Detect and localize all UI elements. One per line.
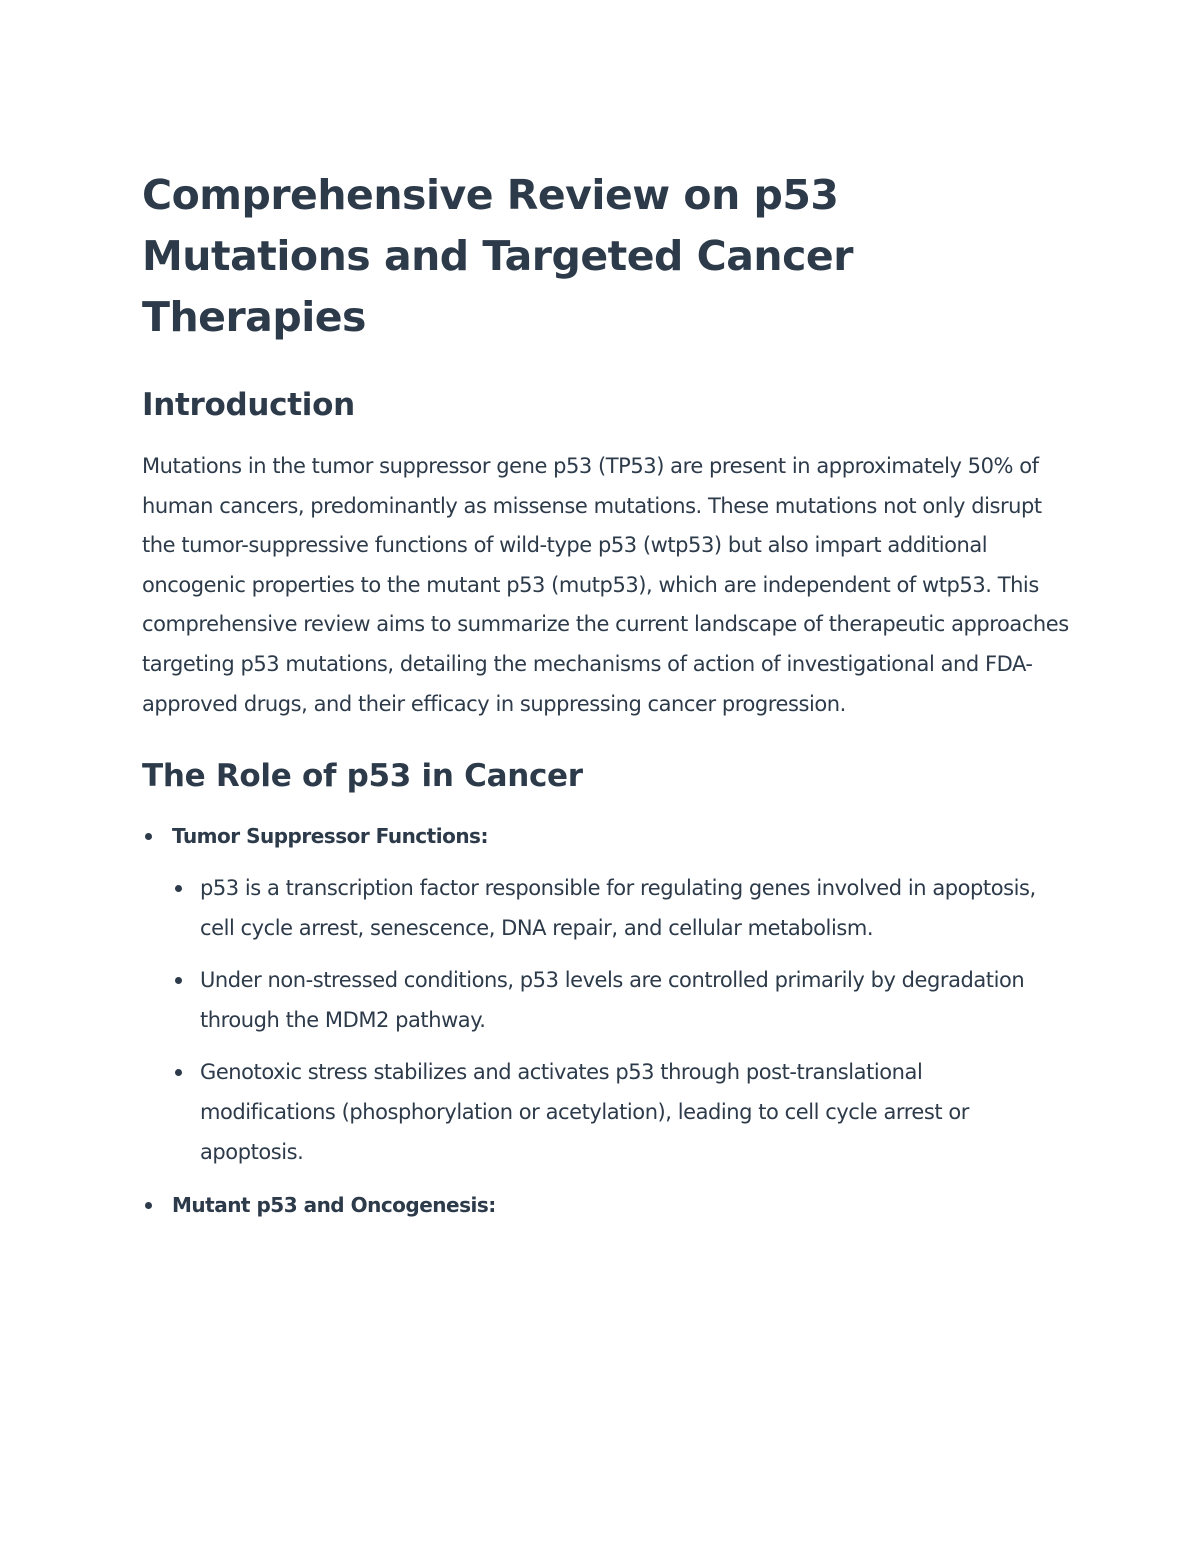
bullet-icon — [175, 977, 182, 984]
role-list — [142, 816, 1062, 1225]
role-of-p53-heading: The Role of p53 in Cancer — [142, 758, 583, 795]
sub-list-item — [172, 1052, 1060, 1172]
sub-list-item — [172, 868, 1060, 948]
bullet-icon — [145, 1202, 152, 1209]
sub-list-item-text: Under non-stressed conditions, p53 levels are controlled primarily by degradation through the MDM2 pathway. — [200, 968, 1025, 1033]
list-item-tumor-suppressor-functions — [142, 816, 1062, 1172]
sub-list-item-text: p53 is a transcription factor responsible for regulating genes involved in apoptosis, cell cycle arrest, senescence, DNA repair, and cellular metabolism. — [200, 876, 1036, 941]
bullet-icon — [175, 885, 182, 892]
document-page — [142, 165, 1069, 1238]
introduction-heading: Introduction — [142, 387, 355, 423]
sub-list — [172, 868, 1062, 1172]
bullet-icon — [145, 833, 152, 840]
list-item-label: Tumor Suppressor Functions: — [172, 824, 488, 849]
list-item-mutant-p53-oncogenesis — [142, 1185, 1062, 1225]
document-title: Comprehensive Review on p53 Mutations and Targeted Cancer Therapies — [142, 171, 853, 341]
sub-list-item-text: Genotoxic stress stabilizes and activates p53 through post-translational modifications (phosphorylation or acetylation), leading to cell cycle arrest or apoptosis. — [200, 1060, 969, 1165]
sub-list-item — [172, 960, 1060, 1040]
bullet-icon — [175, 1069, 182, 1076]
list-item-label: Mutant p53 and Oncogenesis: — [172, 1193, 496, 1218]
introduction-paragraph: Mutations in the tumor suppressor gene p53 (TP53) are present in approximately 50% of human cancers, predominantly as missense mutations. These mutations not only disrupt the tumor-suppressive functions of wild-type p53 (wtp53) but also impart additional oncogenic properties to the mutant p53 (mutp53), which are independent of wtp53. This comprehensive review aims to summarize the current landscape of therapeutic approaches targeting p53 mutations, detailing the mechanisms of action of investigational and FDA-approved drugs, and their efficacy in suppressing cancer progression. — [142, 454, 1069, 716]
